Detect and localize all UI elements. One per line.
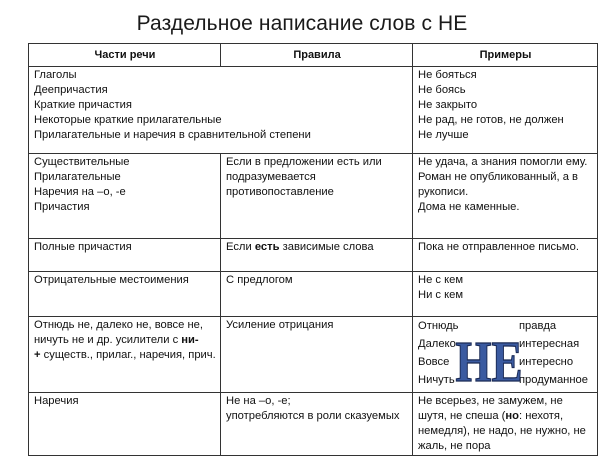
list-item: Не лучше bbox=[418, 129, 469, 141]
pair-first: Вовсе bbox=[418, 356, 450, 368]
rule-text-pre: Если bbox=[226, 241, 255, 253]
list-item bbox=[34, 318, 216, 363]
ex-text-post: : нехотя, немедля), не надо, не нужно, не жаль, не пора bbox=[418, 410, 586, 452]
list-item: Прилагательные bbox=[34, 171, 121, 183]
list-item bbox=[418, 394, 593, 454]
list-item: Пока не отправленное письмо. bbox=[418, 241, 579, 253]
page-title: Раздельное написание слов с НЕ bbox=[136, 12, 468, 35]
list-item: Существительные bbox=[34, 156, 130, 168]
list-item: Роман не опубликованный, а в рукописи. bbox=[418, 171, 578, 198]
examples-cell bbox=[413, 393, 598, 456]
examples-cell bbox=[413, 272, 598, 317]
list-item: Дома не каменные. bbox=[418, 201, 520, 213]
table-row bbox=[29, 272, 598, 317]
parts-cell bbox=[29, 317, 221, 393]
rule-text: С предлогом bbox=[226, 274, 293, 286]
rule-text-bold: есть bbox=[254, 241, 280, 253]
list-item: Не рад, не готов, не должен bbox=[418, 114, 564, 126]
ex-text-bold: но bbox=[505, 410, 519, 422]
rule-text: Усиление отрицания bbox=[226, 319, 334, 331]
list-item: Некоторые краткие прилагательные bbox=[34, 114, 222, 126]
table-row bbox=[29, 239, 598, 272]
ex-text-pre: Не всерьез, не замужем, не шутя, не спеша ( bbox=[418, 395, 563, 422]
table-row bbox=[29, 393, 598, 456]
rules-table bbox=[28, 43, 598, 456]
pair-second: интересная bbox=[519, 338, 580, 350]
ne-logo-text: НЕ bbox=[455, 330, 523, 395]
part-text-pre: Отнюдь не, далеко не, вовсе не, ничуть не и др. усилители с bbox=[34, 319, 203, 346]
examples-cell bbox=[413, 154, 598, 239]
header-rules: Правила bbox=[221, 44, 413, 67]
list-item: Глаголы bbox=[34, 69, 77, 81]
pair-first: Ничуть bbox=[418, 374, 455, 386]
list-item: Причастия bbox=[34, 201, 90, 213]
pair-first: Далеко bbox=[418, 338, 456, 350]
list-item: Не удача, а знания помогли ему. bbox=[418, 156, 588, 168]
parts-cell bbox=[29, 393, 221, 456]
table-row bbox=[29, 154, 598, 239]
parts-cell bbox=[29, 239, 221, 272]
pair-first: Отнюдь bbox=[418, 320, 459, 332]
list-item: Не боясь bbox=[418, 84, 466, 96]
rule-cell bbox=[221, 272, 413, 317]
list-item: Наречия на –о, -е bbox=[34, 186, 126, 198]
rule-cell bbox=[221, 393, 413, 456]
list-item: Не закрыто bbox=[418, 99, 478, 111]
examples-cell bbox=[413, 317, 598, 393]
pair-second: продуманное bbox=[519, 374, 588, 386]
parts-cell bbox=[29, 272, 221, 317]
part-text-post: существ., прилаг., наречия, прич. bbox=[40, 349, 216, 361]
list-item: Не бояться bbox=[418, 69, 477, 81]
list-item: Наречия bbox=[34, 395, 79, 407]
rule-cell bbox=[221, 317, 413, 393]
table-row bbox=[29, 67, 598, 154]
list-item: Деепричастия bbox=[34, 84, 108, 96]
examples-cell bbox=[413, 239, 598, 272]
list-item: Не с кем bbox=[418, 274, 464, 286]
list-item: Отрицательные местоимения bbox=[34, 274, 189, 286]
rule-text-post: зависимые слова bbox=[279, 241, 374, 253]
part-text-plus: + bbox=[34, 349, 41, 361]
pair-second: правда bbox=[519, 320, 557, 332]
header-examples: Примеры bbox=[413, 44, 598, 67]
parts-cell bbox=[29, 67, 413, 154]
rule-cell bbox=[221, 154, 413, 239]
list-item: Ни с кем bbox=[418, 289, 464, 301]
list-item: Краткие причастия bbox=[34, 99, 132, 111]
list-item: Прилагательные и наречия в сравнительной степени bbox=[34, 129, 311, 141]
rule-text: Не на –о, -е; bbox=[226, 395, 291, 407]
table-row bbox=[29, 317, 598, 393]
ne-logo-icon bbox=[455, 329, 523, 395]
examples-cell bbox=[413, 67, 598, 154]
list-item: Полные причастия bbox=[34, 241, 132, 253]
rule-text: употребляются в роли сказуемых bbox=[226, 410, 400, 422]
table-header-row bbox=[29, 44, 598, 67]
pair-second: интересно bbox=[519, 356, 574, 368]
rule-cell bbox=[221, 239, 413, 272]
parts-cell bbox=[29, 154, 221, 239]
rule-text bbox=[226, 240, 408, 255]
rule-text: Если в предложении есть или подразумевается противопоставление bbox=[226, 156, 382, 198]
part-text-bold: ни- bbox=[181, 334, 199, 346]
header-parts-of-speech: Части речи bbox=[29, 44, 221, 67]
